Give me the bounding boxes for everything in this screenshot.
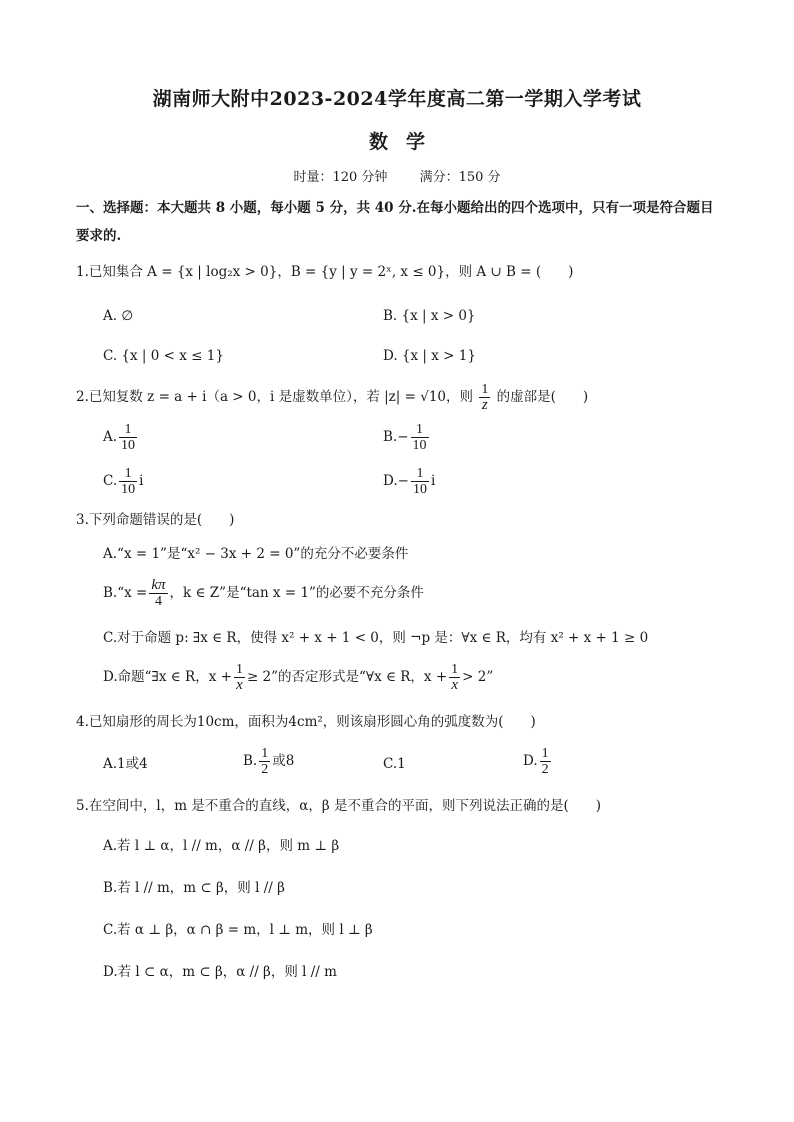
option-text-tail: ，k ∈ Z”是“tan x = 1”的必要不充分条件 xyxy=(169,585,424,601)
fraction-num: 1 xyxy=(235,662,243,677)
option-suffix: i xyxy=(139,473,144,489)
question-4-option-c: C.1 xyxy=(383,756,406,772)
question-3-stem: 3.下列命题错误的是( ) xyxy=(76,512,235,528)
question-4-stem: 4.已知扇形的周长为10cm，面积为4cm²，则该扇形圆心角的弧度数为( ) xyxy=(76,714,536,730)
option-label: D.− xyxy=(383,473,409,489)
option-text: D.命题“∃x ∈ R，x + xyxy=(103,669,232,685)
question-3-option-b xyxy=(103,578,424,609)
question-1-option-d: D. {x | x > 1} xyxy=(383,348,476,364)
fraction-den: 10 xyxy=(121,482,136,497)
fraction-num: 1 xyxy=(261,746,269,761)
question-2-stem-text: 2.已知复数 z = a + i（a > 0，i 是虚数单位），若 |z| = √10，则 xyxy=(76,389,474,405)
option-fraction xyxy=(259,746,270,777)
question-5-stem: 5.在空间中，l，m 是不重合的直线，α，β 是不重合的平面，则下列说法正确的是( ) xyxy=(76,798,602,814)
question-2-stem xyxy=(76,382,736,413)
exam-score: 满分：150 分 xyxy=(419,170,501,185)
option-fraction xyxy=(234,662,245,693)
question-5-option-c: C.若 α ⊥ β，α ∩ β = m，l ⊥ m，则 l ⊥ β xyxy=(103,922,373,938)
option-label: A. xyxy=(103,429,118,445)
option-fraction xyxy=(411,422,429,453)
fraction-num: 1 xyxy=(411,422,429,438)
fraction-den: 10 xyxy=(412,482,427,497)
option-label: B.− xyxy=(383,429,409,445)
question-1-option-a: A. ∅ xyxy=(103,308,134,324)
fraction-den: 10 xyxy=(412,438,427,453)
fraction-den: x xyxy=(451,677,458,693)
fraction-den: x xyxy=(236,677,243,693)
fraction-num: 1 xyxy=(119,422,137,438)
fraction-num: 1 xyxy=(411,466,429,482)
fraction-den: 2 xyxy=(541,762,549,777)
question-5-option-b: B.若 l // m，m ⊂ β，则 l // β xyxy=(103,880,285,896)
question-4-option-a: A.1或4 xyxy=(103,756,148,772)
option-fraction xyxy=(411,466,429,497)
fraction-den: 2 xyxy=(261,762,269,777)
question-3-option-c: C.对于命题 p: ∃x ∈ R，使得 x² + x + 1 < 0，则 ¬p 是：∀x ∈ R，均有 x² + x + 1 ≥ 0 xyxy=(103,630,649,646)
option-suffix: i xyxy=(430,473,436,489)
question-2-fraction-num: 1 xyxy=(481,382,489,397)
option-text-tail: 或8 xyxy=(272,753,295,769)
exam-title: 湖南师大附中2023-2024学年度高二第一学期入学考试 xyxy=(152,88,642,110)
exam-subject: 数学 xyxy=(368,131,443,153)
option-label: C. xyxy=(103,473,118,489)
question-2-option-c xyxy=(103,466,143,497)
option-text-tail: > 2” xyxy=(462,669,494,685)
question-5-option-a: A.若 l ⊥ α，l // m，α // β，则 m ⊥ β xyxy=(103,838,340,854)
question-2-stem-tail: 的虚部是( ) xyxy=(496,389,589,405)
option-label: D. xyxy=(523,753,538,769)
option-fraction xyxy=(119,466,137,497)
option-label: B. xyxy=(243,753,258,769)
option-fraction-2 xyxy=(449,662,460,693)
option-text: B.“x = xyxy=(103,585,148,601)
option-fraction xyxy=(540,746,551,777)
fraction-num: 1 xyxy=(541,746,549,761)
question-4-option-b xyxy=(243,746,294,777)
question-1-option-c: C. {x | 0 < x ≤ 1} xyxy=(103,348,224,364)
fraction-den: 4 xyxy=(154,594,162,609)
question-2-fraction xyxy=(479,382,490,413)
question-2-option-a xyxy=(103,422,139,453)
section-heading: 一、选择题：本大题共 8 小题，每小题 5 分，共 40 分.在每小题给出的四个选项中，只有一项是符合题目要求的. xyxy=(76,200,714,244)
question-3-option-a: A.“x = 1”是“x² − 3x + 2 = 0”的充分不必要条件 xyxy=(103,546,409,562)
exam-meta xyxy=(0,166,794,185)
question-3-option-d xyxy=(103,662,493,693)
option-fraction xyxy=(119,422,137,453)
question-1-option-b: B. {x | x > 0} xyxy=(383,308,476,324)
question-5-option-d: D.若 l ⊂ α，m ⊂ β，α // β，则 l // m xyxy=(103,964,337,980)
question-2-fraction-den: z xyxy=(481,397,488,413)
fraction-num: 1 xyxy=(119,466,137,482)
question-2-option-d xyxy=(383,466,435,497)
fraction-num: kπ xyxy=(151,577,166,593)
option-fraction xyxy=(149,578,167,609)
fraction-den: 10 xyxy=(121,438,136,453)
option-text-mid: ≥ 2”的否定形式是“∀x ∈ R，x + xyxy=(246,669,448,685)
exam-duration: 时量：120 分钟 xyxy=(293,170,388,185)
question-4-option-d xyxy=(523,746,553,777)
fraction-num: 1 xyxy=(451,662,459,677)
question-2-option-b xyxy=(383,422,431,453)
question-1-stem: 1.已知集合 A = {x | log₂x > 0}，B = {y | y = 2ˣ, x ≤ 0}，则 A ∪ B = ( ) xyxy=(76,264,574,280)
